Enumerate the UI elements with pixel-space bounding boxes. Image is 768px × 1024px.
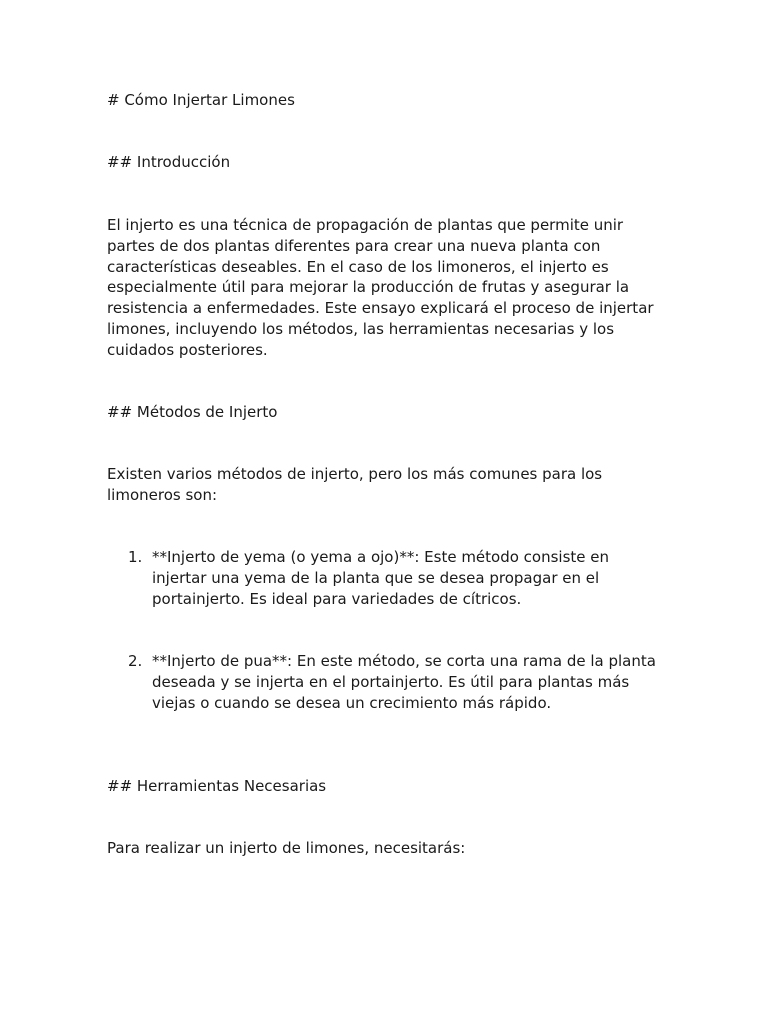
document-title: # Cómo Injertar Limones [107, 91, 295, 109]
list-item-text: **Injerto de pua**: En este método, se corta una rama de la planta deseada y se injerta en el portainjerto. Es útil para plantas más viejas o cuando se desea un crecimiento más rápido. [152, 652, 656, 712]
tools-heading: ## Herramientas Necesarias [107, 777, 327, 795]
methods-heading: ## Métodos de Injerto [107, 403, 278, 421]
methods-paragraph: Existen varios métodos de injerto, pero los más comunes para los limoneros son: [107, 465, 603, 504]
intro-paragraph: El injerto es una técnica de propagación de plantas que permite unir partes de dos plantas diferentes para crear una nueva planta con características deseables. En el caso de los limoneros, el injerto es especialmente útil para mejorar la producción de frutas y asegurar la resistencia a enfermedades. Este ensayo explicará el proceso de injertar limones, incluyendo los métodos, las herramientas necesarias y los cuidados posteriores. [107, 216, 654, 359]
intro-heading: ## Introducción [107, 153, 231, 171]
list-item-number: 1. [128, 548, 143, 566]
tools-paragraph: Para realizar un injerto de limones, necesitarás: [107, 839, 466, 857]
list-item-text: **Injerto de yema (o yema a ojo)**: Este método consiste en injertar una yema de la planta que se desea propagar en el portainjerto. Es ideal para variedades de cítricos. [152, 548, 610, 608]
list-item-number: 2. [128, 652, 143, 670]
